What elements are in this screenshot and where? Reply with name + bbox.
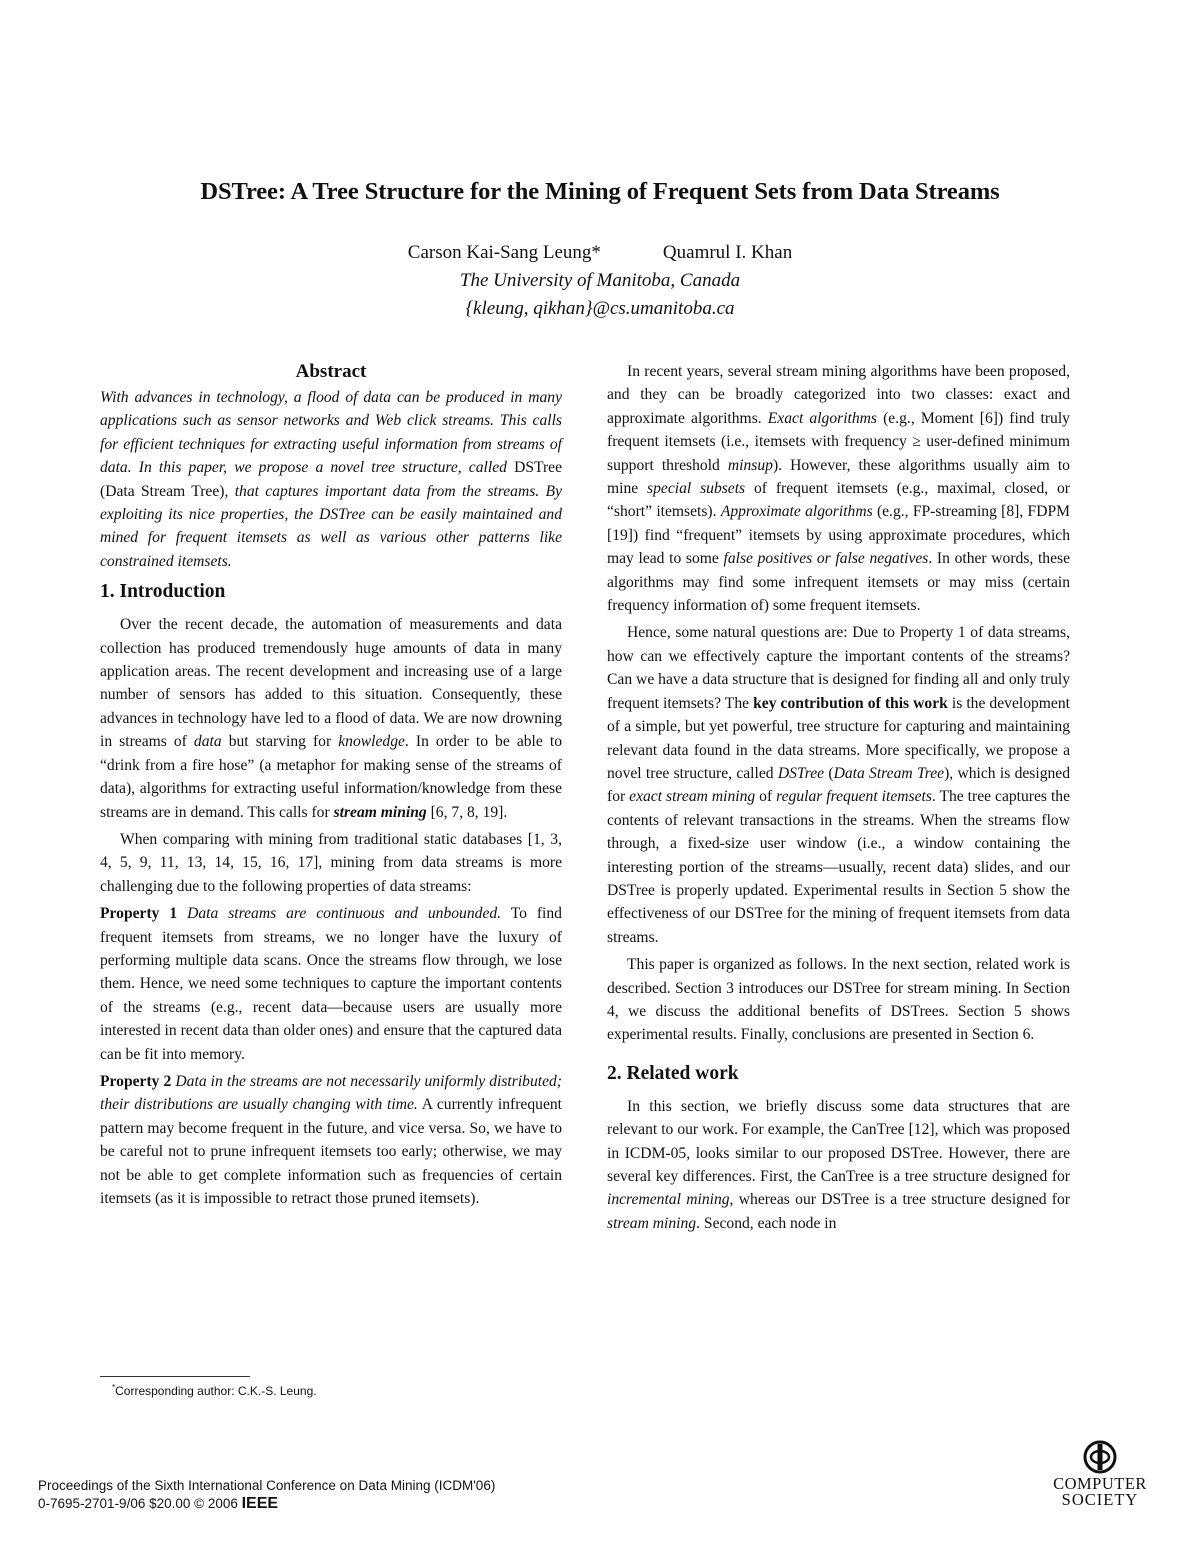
r-p1-minsup: minsup xyxy=(727,456,773,474)
footnote-text: Corresponding author: C.K.-S. Leung. xyxy=(115,1384,317,1398)
property-1 xyxy=(100,902,562,1066)
proceedings-line-2 xyxy=(38,1495,495,1513)
r-p1-fp: false positives or false negatives xyxy=(723,550,929,568)
ieee-logo-icon xyxy=(1082,1440,1118,1474)
property-2-label: Property 2 xyxy=(100,1072,172,1090)
intro-p1-c: . In order to be able to “drink from a fire hose” (a metaphor for making sense of the streams of data), algorithms for extracting useful information/knowledge from these streams are in demand. This calls for xyxy=(100,733,562,821)
abstract-part-2: , that captures important data from the streams. By exploiting its nice properties, the DSTree can be easily maintained and mined for frequent itemsets as well as various other patterns like constrained itemsets. xyxy=(100,482,562,570)
r-p1-c: ). However, these algorithms usually aim to mine xyxy=(607,456,1070,498)
r-p2-b: is the development of a simple, but yet powerful, tree structure for capturing and maintaining relevant data found in the data streams. More specifically, we propose a novel tree structure, called xyxy=(607,694,1070,782)
intro-p1-a: Over the recent decade, the automation of measurements and data collection has produced tremendously huge amounts of data in many application areas. The recent development and increasing use of a large number of sensors has added to this situation. Consequently, these advances in technology have led to a flood of data. We are now drowning in streams of xyxy=(100,616,562,751)
proceedings-info xyxy=(38,1477,495,1513)
r-p2-f: . The tree captures the contents of relevant transactions in the streams. When the streams flow through, a fixed-size user window (i.e., a window containing the interesting portion of the streams—usually, recent data) slides, and our DSTree is properly updated. Experimental results in Section 5 show the effectiveness of our DSTree for the mining of frequent itemsets from data streams. xyxy=(607,788,1070,946)
footnote xyxy=(112,1383,317,1398)
r-p1-exact: Exact algorithms xyxy=(767,409,877,427)
property-1-label: Property 1 xyxy=(100,905,178,923)
intro-paragraph-2: When comparing with mining from traditional static databases [1, 3, 4, 5, 9, 11, 13, 14, 15, 16, 17], mining from data streams is more challenging due to the following properties of data streams: xyxy=(100,830,562,895)
r-p2-regular: regular frequent itemsets xyxy=(776,788,932,806)
author-2: Quamrul I. Khan xyxy=(662,242,793,263)
intro-p1-b: but starving for xyxy=(221,733,339,751)
r-p1-a: In recent years, several stream mining algorithms have been proposed, and they can be broadly categorized into two classes: exact and approximate algorithms. xyxy=(607,363,1070,427)
property-2 xyxy=(100,1070,562,1210)
property-2-statement: Data in the streams are not necessarily uniformly distributed; their distributions are usually changing with time. xyxy=(100,1072,562,1114)
r-p2-e: of xyxy=(755,788,777,806)
r-p1-f: . In other words, these algorithms may find some infrequent itemsets or may miss (certain frequency information of) some frequent itemsets. xyxy=(607,550,1070,615)
footnote-mark: * xyxy=(112,1383,116,1392)
paper-title: DSTree: A Tree Structure for the Mining of Frequent Sets from Data Streams xyxy=(200,178,1000,205)
intro-p1-data: data xyxy=(193,733,222,751)
r-p4-a: In this section, we briefly discuss some data structures that are relevant to our work. For example, the CanTree [12], which was proposed in ICDM-05, looks similar to our proposed DSTree. However, there are several key differences. First, the CanTree is a tree structure designed for xyxy=(607,1097,1070,1185)
intro-p1-knowledge: knowledge xyxy=(338,733,405,751)
logo-line-2: SOCIETY xyxy=(1061,1490,1139,1509)
related-heading: 2. Related work xyxy=(607,1062,739,1084)
r-p2-d: ), which is designed for xyxy=(607,764,1071,806)
logo-line-1: COMPUTER xyxy=(1053,1474,1147,1493)
computer-society-logo xyxy=(1038,1440,1162,1518)
r-p2-exact: exact stream mining xyxy=(629,788,756,806)
ieee-wordmark: IEEE xyxy=(241,1495,279,1512)
left-column xyxy=(100,360,562,1210)
r-p1-special: special subsets xyxy=(647,480,746,498)
right-column xyxy=(607,360,1070,1235)
r-p2-a: Hence, some natural questions are: Due to Property 1 of data streams, how can we effectively capture the important contents of the streams? Can we have a data structure that is designed for finding all and only truly frequent itemsets? The xyxy=(607,624,1070,712)
property-1-text: To find frequent itemsets from streams, we no longer have the luxury of performing multiple data scans. Once the streams flow through, we lose them. Hence, we need some techniques to capture the important contents of the streams (e.g., recent data—because users are usually more interested in recent data than older ones) and ensure that the captured data can be fit into memory. xyxy=(100,905,562,1063)
right-paragraph-3: This paper is organized as follows. In the next section, related work is described. Section 3 introduces our DSTree for stream mining. In Section 4, we discuss the additional benefits of DSTrees. Section 5 shows experimental results. Finally, conclusions are presented in Section 6. xyxy=(607,956,1070,1044)
author-email: {kleung, qikhan}@cs.umanitoba.ca xyxy=(465,298,735,319)
right-paragraph-4 xyxy=(607,1095,1070,1235)
author-1: Carson Kai-Sang Leung* xyxy=(407,242,601,263)
r-p4-b: , whereas our DSTree is a tree structure designed for xyxy=(729,1191,1070,1209)
r-p4-c: . Second, each node in xyxy=(696,1214,837,1232)
author-line xyxy=(0,242,1200,264)
right-paragraph-1 xyxy=(607,360,1070,617)
r-p1-d: of frequent itemsets (e.g., maximal, closed, or “short” itemsets). xyxy=(607,480,1070,521)
proceedings-line-1: Proceedings of the Sixth International Conference on Data Mining (ICDM'06) xyxy=(38,1478,496,1493)
property-1-statement: Data streams are continuous and unbounded. xyxy=(187,905,502,923)
r-p1-e: (e.g., FP-streaming [8], FDPM [19]) find “frequent” itemsets by using approximate procedures, which may lead to some xyxy=(607,503,1070,568)
abstract-text xyxy=(100,386,562,573)
r-p1-approx: Approximate algorithms xyxy=(720,503,873,521)
abstract-paren: (Data Stream Tree) xyxy=(100,482,225,500)
intro-p1-d: [6, 7, 8, 19]. xyxy=(426,803,508,821)
footnote-rule xyxy=(100,1376,250,1377)
affiliation: The University of Manitoba, Canada xyxy=(459,270,741,291)
r-p4-incr: incremental mining xyxy=(607,1191,730,1209)
r-p2-dstree: DSTree xyxy=(777,764,825,782)
r-p2-c: ( xyxy=(824,764,834,782)
r-p2-key: key contribution of this work xyxy=(753,694,948,712)
abstract-part-1: With advances in technology, a flood of data can be produced in many applications such as sensor networks and Web click streams. This calls for efficient techniques for extracting useful information from streams of data. In this paper, we propose a novel tree structure, called xyxy=(100,389,562,477)
r-p4-stream: stream mining xyxy=(607,1214,697,1232)
abstract-dstree: DSTree xyxy=(514,459,563,477)
right-paragraph-2 xyxy=(607,621,1070,949)
proceedings-isbn: 0-7695-2701-9/06 $20.00 © 2006 xyxy=(38,1496,242,1511)
intro-heading: 1. Introduction xyxy=(100,581,226,603)
r-p2-dst-full: Data Stream Tree xyxy=(833,764,945,782)
intro-paragraph-1 xyxy=(100,613,562,824)
abstract-heading: Abstract xyxy=(295,361,367,382)
property-2-text: A currently infrequent pattern may become frequent in the future, and vice versa. So, we have to be careful not to prune infrequent itemsets too early; otherwise, we may not be able to get complete information such as frequencies of certain itemsets (as it is impossible to retract those pruned itemsets). xyxy=(100,1096,562,1207)
r-p1-b: (e.g., Moment [6]) find truly frequent itemsets (i.e., itemsets with frequency ≥ user-defined minimum support threshold xyxy=(607,409,1070,474)
intro-p1-stream-mining: stream mining xyxy=(333,803,427,821)
